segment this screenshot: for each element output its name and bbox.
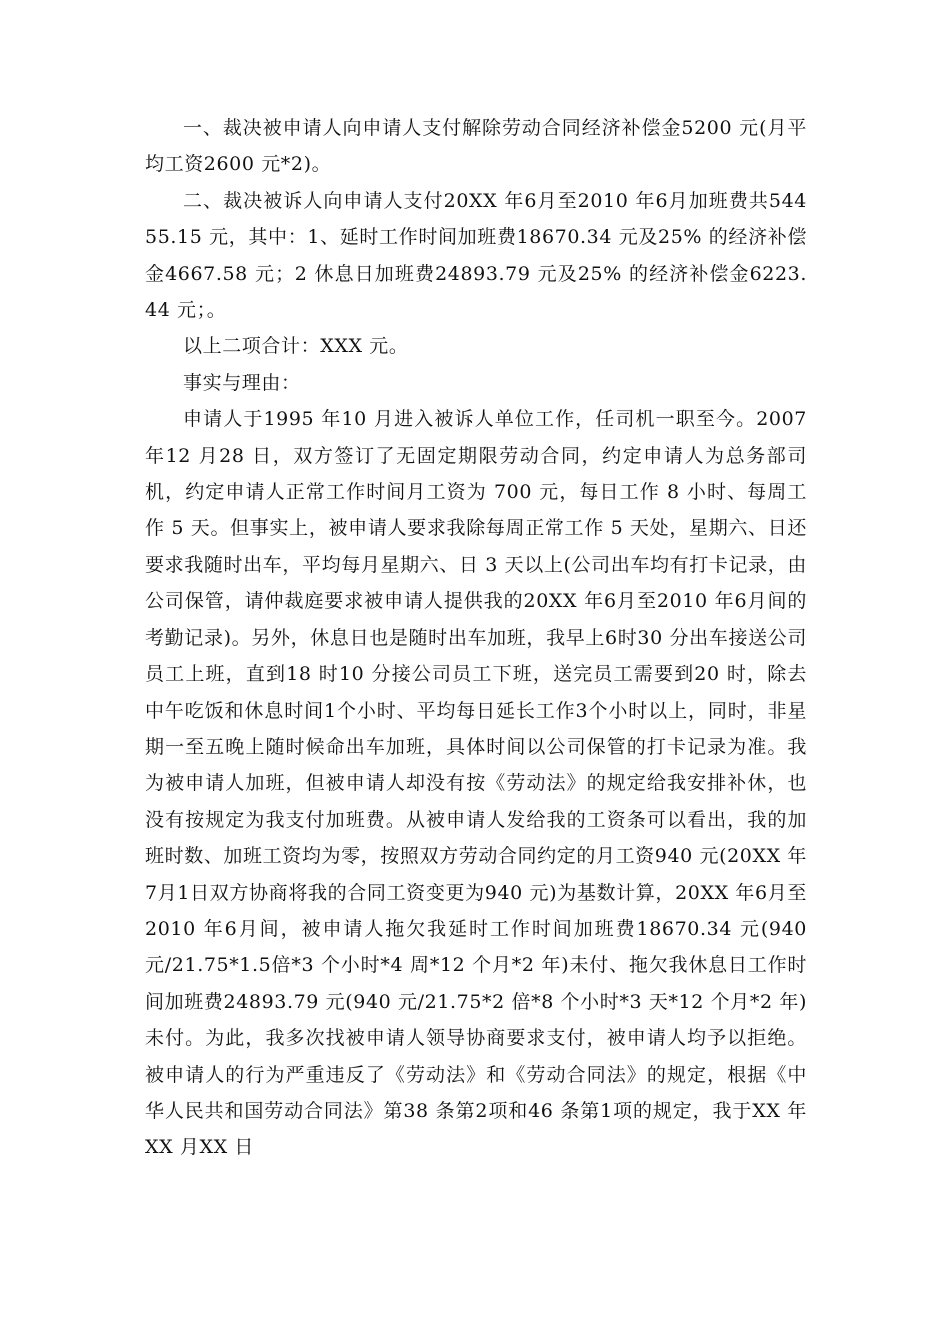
facts-body: 申请人于1995 年10 月进入被诉人单位工作，任司机一职至今。2007 年12 月28 日，双方签订了无固定期限劳动合同，约定申请人为总务部司机，约定申请人正常工作时间月工资为 700 元，每日工作 8 小时、每周工作 5 天。但事实上，被申请人要求我除每周正常工作 5 天处，星期六、日还要求我随时出车，平均每月星期六、日 3 天以上(公司出车均有打卡记录，由公司保管，请仲裁庭要求被申请人提供我的20XX 年6月至2010 年6月间的考勤记录)。另外，休息日也是随时出车加班，我早上6时30 分出车接送公司员工上班，直到18 时10 分接公司员工下班，送完员工需要到20 时，除去中午吃饭和休息时间1个小时、平均每日延长工作3个小时以上，同时，非星期一至五晚上随时候命出车加班，具体时间以公司保管的打卡记录为准。我为被申请人加班，但被申请人却没有按《劳动法》的规定给我安排补休，也没有按规定为我支付加班费。从被申请人发给我的工资条可以看出，我的加班时数、加班工资均为零，按照双方劳动合同约定的月工资940 元(20XX 年7月1日双方协商将我的合同工资变更为940 元)为基数计算，20XX 年6月至2010 年6月间，被申请人拖欠我延时工作时间加班费18670.34 元(940 元/21.75*1.5倍*3 个小时*4 周*12 个月*2 年)未付、拖欠我休息日工作时间加班费24893.79 元(940 元/21.75*2 倍*8 个小时*3 天*12 个月*2 年)未付。为此，我多次找被申请人领导协商要求支付，被申请人均予以拒绝。被申请人的行为严重违反了《劳动法》和《劳动合同法》的规定，根据《中华人民共和国劳动合同法》第38 条第2项和46 条第1项的规定，我于XX 年XX 月XX 日 <box>145 408 807 1159</box>
total-line: 以上二项合计：XXX 元。 <box>183 335 409 358</box>
facts-heading: 事实与理由： <box>183 371 301 394</box>
ruling-item-2: 二、裁决被诉人向申请人支付20XX 年6月至2010 年6月加班费共54455.15 元，其中：1、延时工作时间加班费18670.34 元及25% 的经济补偿金4667.58 元；2 休息日加班费24893.79 元及25% 的经济补偿金6223.44 元；。 <box>145 189 807 322</box>
ruling-item-1: 一、裁决被申请人向申请人支付解除劳动合同经济补偿金5200 元(月平均工资2600 元*2)。 <box>145 117 807 176</box>
document-page <box>145 110 807 1166</box>
